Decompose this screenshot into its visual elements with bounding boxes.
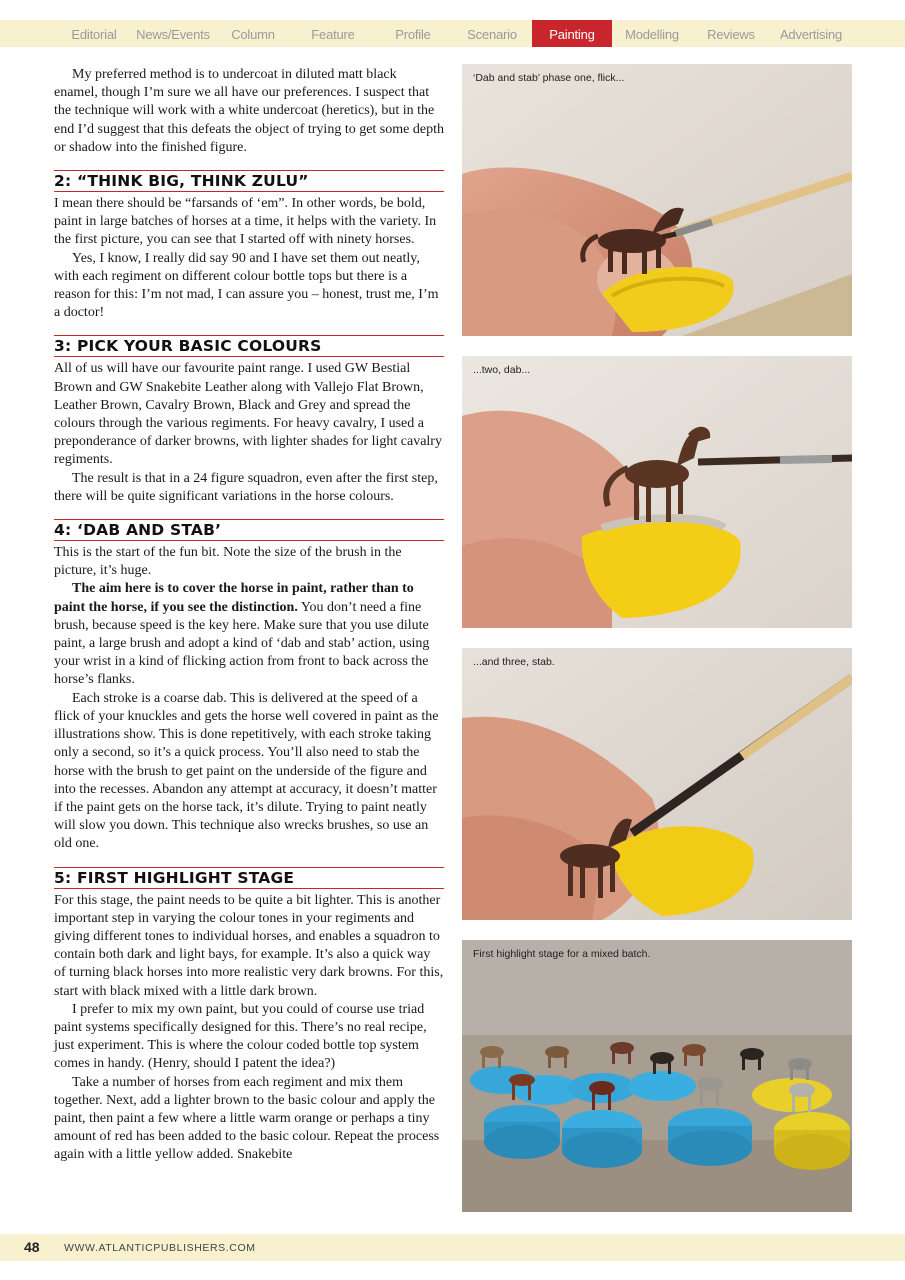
- page-number: 48: [24, 1239, 40, 1255]
- nav-editorial[interactable]: Editorial: [71, 27, 117, 42]
- nav-painting[interactable]: Painting: [532, 20, 612, 47]
- photo-caption: First highlight stage for a mixed batch.: [473, 948, 651, 960]
- nav-modelling[interactable]: Modelling: [625, 27, 679, 42]
- nav-profile[interactable]: Profile: [395, 27, 431, 42]
- section-heading-dab-and-stab: 4: ‘DAB AND STAB’: [54, 519, 444, 541]
- nav-news-events[interactable]: News/Events: [136, 27, 210, 42]
- section-heading-basic-colours: 3: PICK YOUR BASIC COLOURS: [54, 335, 444, 357]
- photo-caption: ...two, dab...: [473, 364, 531, 376]
- paragraph-rest: You don’t need a fine brush, because speed is the key here. Make sure that you use dilute paint, a large brush and adopt a kind of ‘dab and stab’ action, using your wrist in a kind of flicking action from front to back across the horse’s flanks.: [54, 599, 430, 688]
- paragraph: Yes, I know, I really did say 90 and I have set them out neatly, with each regiment on different colour bottle tops but there is a reason for this: I’m not mad, I can assure you – honest, trust me, I’m a doctor!: [54, 250, 439, 321]
- photo-stab: [462, 648, 852, 920]
- paragraph: I prefer to mix my own paint, but you could of course use triad paint systems specifically designed for this. There’s no real recipe, just experiment. This is where the colour coded bottle top system comes in handy. (Henry, should I patent the idea?): [54, 1001, 427, 1072]
- paragraph: For this stage, the paint needs to be quite a bit lighter. This is another important step in varying the colour tones in your regiments and giving different tones to individual horses, and enables a squadron to contain both dark and light bays, for example. It’s also a quick way of turning black horses into more realistic very dark browns. For this, start with black mixed with a little dark brown.: [54, 892, 444, 999]
- article-body: [54, 66, 444, 1165]
- section-nav: [0, 20, 905, 47]
- photo-highlight-batch: [462, 940, 852, 1212]
- photo-highlight-image: [462, 940, 852, 1212]
- paragraph: The result is that in a 24 figure squadron, even after the first step, there will be quite significant variations in the horse colours.: [54, 470, 438, 504]
- section-heading-first-highlight: 5: FIRST HIGHLIGHT STAGE: [54, 867, 444, 889]
- paragraph: All of us will have our favourite paint range. I used GW Bestial Brown and GW Snakebite Leather along with Vallejo Flat Brown, Leather Brown, Cavalry Brown, Black and Grey and spread the colours through the various regiments. For heavy cavalry, I used a preponderance of darker browns, with lighter shades for light cavalry regiments.: [54, 361, 442, 468]
- photo-stab-image: [462, 648, 852, 920]
- paragraph: Take a number of horses from each regiment and mix them together. Next, add a lighter brown to the basic colour and apply the paint, then paint a few where a little warm orange or perhaps a tiny amount of red has been added to the basic colour. Repeat the process again with a little yellow added. Snakebite: [54, 1074, 440, 1163]
- bold-emphasis: The aim here is to cover the horse in paint, rather than to paint the horse, if you see the distinction.: [54, 581, 414, 615]
- nav-scenario[interactable]: Scenario: [467, 27, 517, 42]
- photo-caption: ‘Dab and stab’ phase one, flick...: [473, 72, 625, 84]
- photo-caption: ...and three, stab.: [473, 656, 555, 668]
- photo-flick: [462, 64, 852, 336]
- paragraph: [54, 580, 444, 689]
- paragraph: My preferred method is to undercoat in diluted matt black enamel, though I’m sure we all have our preferences. I suspect that the technique will work with a white undercoat (heretics), but in the end I’d suggest that this defeats the object of trying to get some depth or shadow into the finished figure.: [54, 67, 444, 155]
- section-heading-think-big: 2: “THINK BIG, THINK ZULU”: [54, 170, 444, 192]
- photo-flick-image: [462, 64, 852, 336]
- photo-dab-image: [462, 356, 852, 628]
- page-footer: [0, 1234, 905, 1261]
- paragraph: Each stroke is a coarse dab. This is delivered at the speed of a flick of your knuckles and gets the horse well covered in paint as the illustrations show. This is done repetitively, with each stroke taking only a second, so it’s a quick process. You’ll also need to stab the horse with the brush to get paint on the underside of the figure and into the recesses. Abandon any attempt at accuracy, it doesn’t matter if the paint gets on the horse tack, it’s dilute. Trying to paint neatly will slow you down. This technique also wrecks brushes, so use an old one.: [54, 690, 439, 852]
- nav-column[interactable]: Column: [231, 27, 275, 42]
- paragraph: This is the start of the fun bit. Note the size of the brush in the picture, it’s huge.: [54, 545, 402, 579]
- nav-advertising[interactable]: Advertising: [779, 27, 843, 42]
- nav-reviews[interactable]: Reviews: [707, 27, 755, 42]
- photo-dab: [462, 356, 852, 628]
- nav-feature[interactable]: Feature: [311, 27, 355, 42]
- publisher-website-link[interactable]: WWW.ATLANTICPUBLISHERS.COM: [64, 1242, 256, 1254]
- paragraph: I mean there should be “farsands of ‘em”. In other words, be bold, paint in large batches of horses at a time, it helps with the variety. In the first picture, you can see that I started off with ninety horses.: [54, 196, 437, 248]
